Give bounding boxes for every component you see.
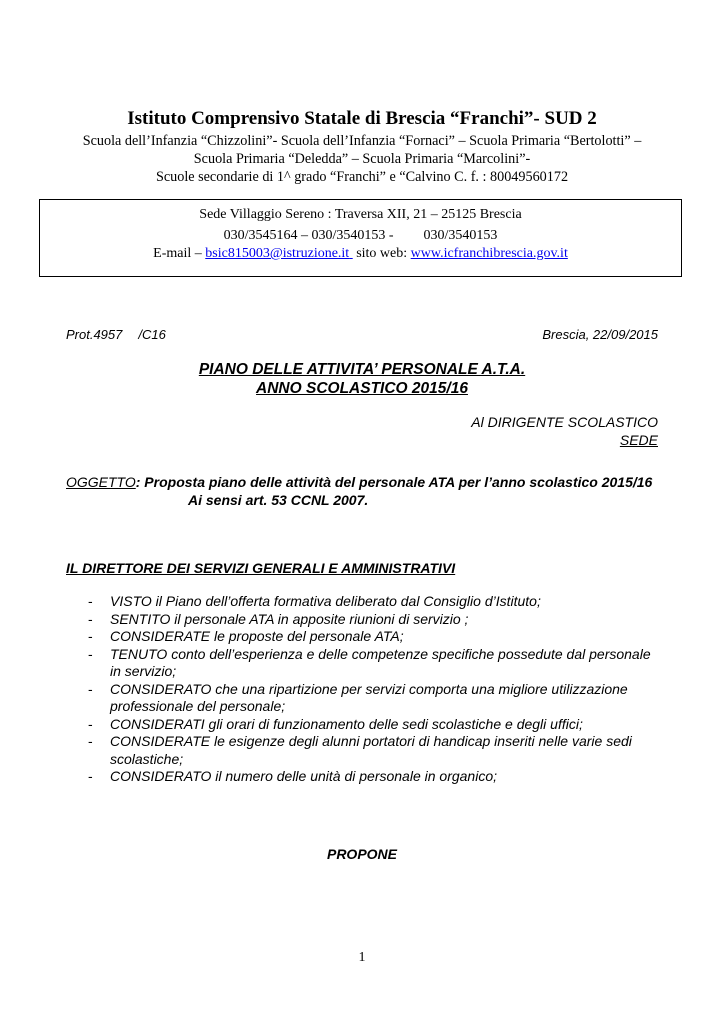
page-number: 1: [358, 950, 366, 965]
place-date: Brescia, 22/09/2015: [542, 327, 658, 342]
closing-propone: PROPONE: [326, 846, 397, 862]
protocol-number: [66, 327, 166, 342]
list-dash: -: [88, 680, 93, 697]
phone-numbers: 030/3545164 – 030/3540153 -: [223, 228, 394, 243]
subject-text: : Proposta piano delle attività del personale ATA per l’anno scolastico 2015/16: [135, 474, 653, 490]
website-link[interactable]: www.icfranchibrescia.gov.it: [410, 246, 568, 261]
institute-title: Istituto Comprensivo Statale di Brescia “Franchi”- SUD 2: [127, 108, 597, 129]
considerations-list: [88, 593, 663, 786]
list-item: - VISTO il Piano dell’offerta formativa deliberato dal Consiglio d’Istituto;: [88, 593, 541, 609]
list-dash: -: [88, 628, 93, 644]
list-item: - TENUTO conto dell’esperienza e delle competenze specifiche possedute dal personale in servizio;: [88, 645, 651, 679]
schools-line-3: Scuole secondarie di 1^ grado “Franchi” e “Calvino C. f. : 80049560172: [155, 169, 569, 185]
address-line: Sede Villaggio Sereno : Traversa XII, 21 – 25125 Brescia: [199, 207, 522, 222]
schools-line-1: Scuola dell’Infanzia “Chizzolini”- Scuola dell’Infanzia “Fornaci” – Scuola Primaria “Bertolotti” –: [82, 133, 642, 149]
protocol-id: Prot.4957: [66, 327, 123, 342]
recipient: [471, 413, 658, 449]
email-link[interactable]: bsic815003@istruzione.it: [205, 246, 350, 261]
list-item: - SENTITO il personale ATA in apposite riunioni di servizio ;: [88, 610, 469, 627]
email-line: [40, 245, 681, 263]
list-item: - CONSIDERATI gli orari di funzionamento delle sedi scolastiche e degli uffici;: [88, 715, 583, 732]
list-dash: -: [88, 733, 93, 749]
list-dash: -: [88, 593, 93, 609]
document-title-line-2: ANNO SCOLASTICO 2015/16: [256, 380, 468, 397]
protocol-code: /C16: [138, 327, 166, 342]
subject-reference: Ai sensi art. 53 CCNL 2007.: [188, 492, 369, 508]
list-dash: -: [88, 715, 93, 732]
recipient-line-2: SEDE: [619, 432, 658, 448]
document-title-line-1: PIANO DELLE ATTIVITA’ PERSONALE A.T.A.: [198, 361, 526, 378]
subject-label: OGGETTO: [66, 474, 136, 490]
list-dash: -: [88, 610, 93, 627]
subject: [66, 474, 662, 509]
letterhead: [0, 106, 724, 186]
recipient-line-1: Al DIRIGENTE SCOLASTICO: [471, 414, 658, 430]
list-dash: -: [88, 645, 93, 662]
list-item: - CONSIDERATE le proposte del personale ATA;: [88, 628, 404, 644]
email-label: E-mail –: [153, 246, 202, 261]
contact-box: [39, 199, 682, 277]
fax-number: 030/3540153: [423, 228, 498, 243]
document-title: [0, 360, 724, 398]
phone-line: [40, 227, 681, 245]
director-heading: IL DIRETTORE DEI SERVIZI GENERALI E AMMINISTRATIVI: [66, 560, 456, 576]
list-item: - CONSIDERATO il numero delle unità di personale in organico;: [88, 768, 498, 784]
list-item: - CONSIDERATE le esigenze degli alunni portatori di handicap inseriti nelle varie sedi scolastiche;: [88, 733, 632, 767]
schools-line-2: Scuola Primaria “Deledda” – Scuola Primaria “Marcolini”-: [193, 151, 531, 167]
list-dash: -: [88, 768, 93, 784]
site-label: sito web:: [356, 246, 408, 261]
list-item: - CONSIDERATO che una ripartizione per servizi comporta una migliore utilizzazione professionale del personale;: [88, 680, 628, 714]
